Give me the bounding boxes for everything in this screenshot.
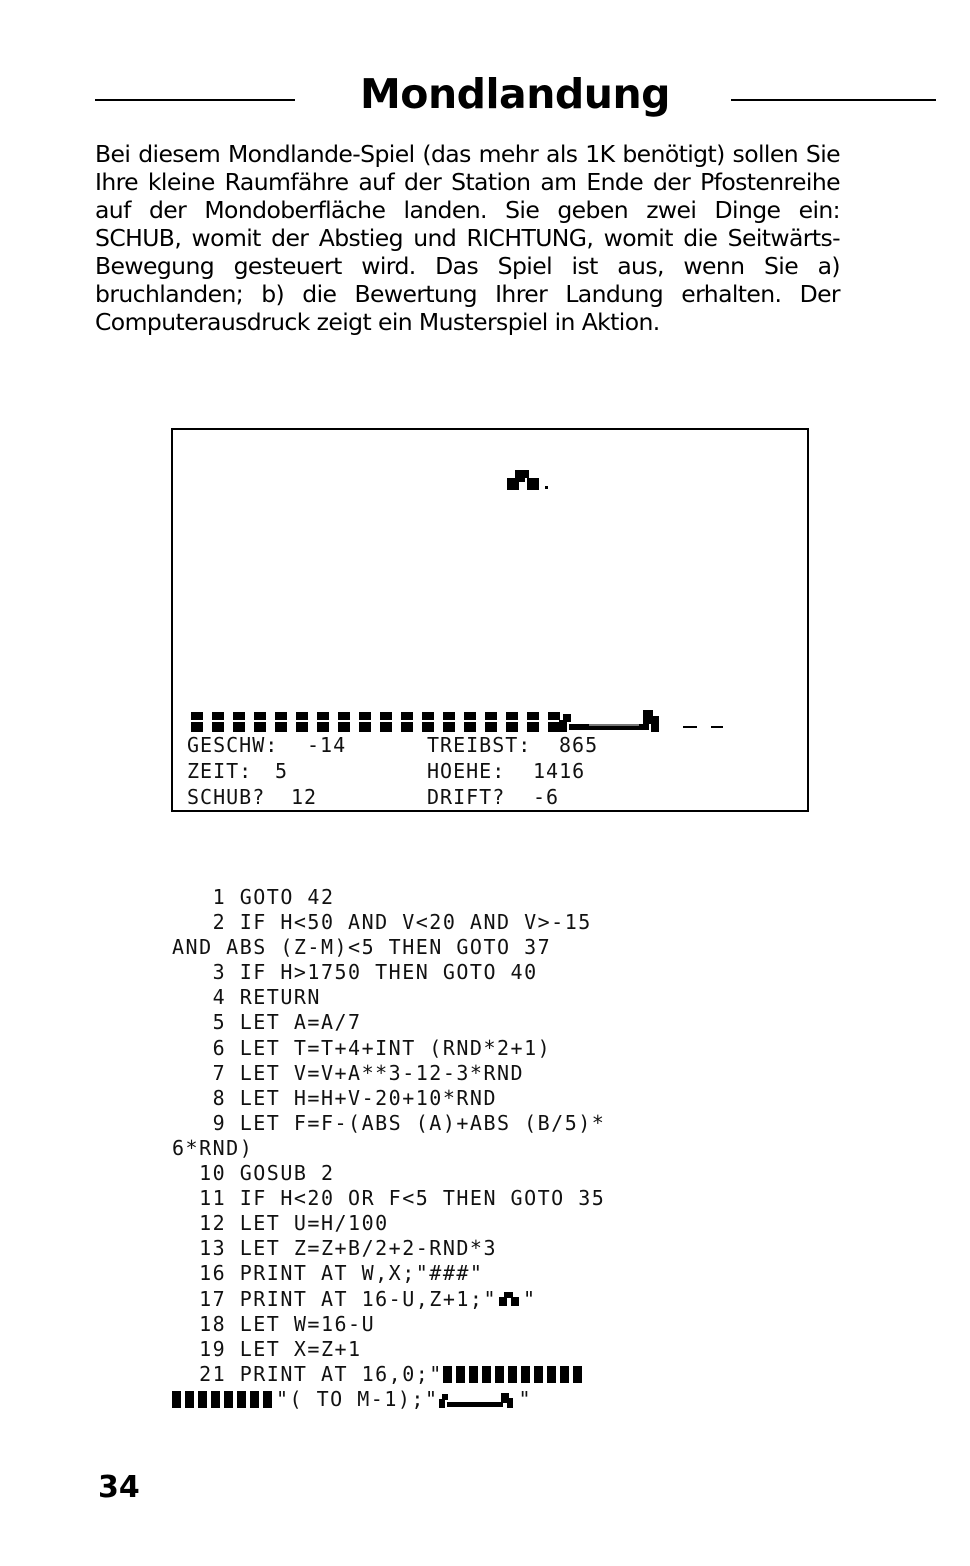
listing-line: 19 LET X=Z+1 xyxy=(172,1336,362,1361)
listing-line: 2 IF H<50 AND V<20 AND V>-15 xyxy=(172,910,592,935)
listing-line-21-cont xyxy=(172,1387,692,1412)
schub-label: SCHUB? xyxy=(187,785,266,809)
listing-line: 1 GOTO 42 xyxy=(172,885,335,909)
listing-line: 18 LET W=16-U xyxy=(172,1311,376,1336)
listing-line-17-end: " xyxy=(522,1286,537,1311)
listing-line-21-end: " xyxy=(518,1386,533,1411)
post-glyph-icon xyxy=(573,1366,582,1383)
listing-line-21-cont-text: "( TO M-1);" xyxy=(276,1386,439,1411)
listing-line: 13 LET Z=Z+B/2+2-RND*3 xyxy=(172,1236,497,1261)
post-icon xyxy=(401,712,413,732)
hoehe-label: HOEHE: xyxy=(427,759,506,783)
station-glyph-icon xyxy=(439,1391,519,1409)
listing-line: 6*RND) xyxy=(172,1135,254,1160)
listing-line: 10 GOSUB 2 xyxy=(172,1161,335,1186)
post-glyph-icon xyxy=(482,1366,491,1383)
title-rule-right xyxy=(731,99,936,101)
page-number: 34 xyxy=(98,1470,140,1505)
post-glyph-icon xyxy=(263,1391,272,1408)
listing-line-21 xyxy=(172,1362,692,1387)
landing-station-icon xyxy=(559,706,679,734)
post-icon xyxy=(233,712,245,732)
post-glyph-icon xyxy=(198,1391,207,1408)
post-glyph-icon xyxy=(560,1366,569,1383)
post-glyph-icon xyxy=(172,1391,181,1408)
post-icon xyxy=(275,712,287,732)
post-glyph-icon xyxy=(443,1366,452,1383)
drift-value: -6 xyxy=(533,785,560,809)
post-glyph-icon xyxy=(224,1391,233,1408)
post-icon xyxy=(212,712,224,732)
post-icon xyxy=(296,712,308,732)
post-glyph-icon xyxy=(250,1391,259,1408)
listing-line-17 xyxy=(172,1287,692,1312)
listing-line-21-text: 21 PRINT AT 16,0;" xyxy=(172,1361,443,1386)
post-icon xyxy=(359,712,371,732)
post-glyph-icon xyxy=(521,1366,530,1383)
geschw-value: -14 xyxy=(307,733,347,757)
listing-line: 7 LET V=V+A**3-12-3*RND xyxy=(172,1060,525,1085)
intro-paragraph: Bei diesem Mondlande-Spiel (das mehr als 1K benötigt) sollen Sie Ihre kleine Raumfähre auf der Station am Ende der Pfostenreihe auf der Mondoberfläche landen. Sie geben zwei Dinge ein: SCHUB, womit der Abstieg und RICHTUNG, womit die Seitwärts-Bewegung gesteuert wird. Das Spiel ist aus, wenn Sie a) bruchlanden; b) die Bewertung Ihrer Landung erhalten. Der Computerausdruck zeigt ein Musterspiel in Aktion. xyxy=(95,140,840,336)
listing-line-17-text: 17 PRINT AT 16-U,Z+1;" xyxy=(172,1286,497,1311)
post-icon xyxy=(317,712,329,732)
post-glyph-icon xyxy=(534,1366,543,1383)
post-glyph-icon xyxy=(469,1366,478,1383)
hoehe-value: 1416 xyxy=(533,759,586,783)
title-rule-left xyxy=(95,99,295,101)
listing-line: AND ABS (Z-M)<5 THEN GOTO 37 xyxy=(172,935,552,960)
listing-line: 5 LET A=A/7 xyxy=(172,1010,362,1035)
title-row xyxy=(95,68,840,120)
lander-icon xyxy=(503,468,553,494)
horizon-dash xyxy=(711,726,723,728)
listing-line: 4 RETURN xyxy=(172,985,321,1010)
post-icon xyxy=(527,712,539,732)
post-glyph-icon xyxy=(508,1366,517,1383)
post-glyph-icon xyxy=(456,1366,465,1383)
post-glyph-icon xyxy=(495,1366,504,1383)
post-icon xyxy=(422,712,434,732)
listing-line: 6 LET T=T+4+INT (RND*2+1) xyxy=(172,1035,552,1060)
post-glyph-icon xyxy=(547,1366,556,1383)
post-row xyxy=(191,708,571,732)
post-icon xyxy=(464,712,476,732)
geschw-label: GESCHW: xyxy=(187,733,279,757)
post-icon xyxy=(485,712,497,732)
treibst-value: 865 xyxy=(559,733,599,757)
horizon-dash xyxy=(683,726,697,728)
treibst-label: TREIBST: xyxy=(427,733,532,757)
post-glyph-icon xyxy=(237,1391,246,1408)
post-icon xyxy=(506,712,518,732)
post-icon xyxy=(191,712,203,732)
zeit-label: ZEIT: xyxy=(187,759,253,783)
listing-line: 3 IF H>1750 THEN GOTO 40 xyxy=(172,960,538,985)
post-icon xyxy=(443,712,455,732)
post-icon xyxy=(338,712,350,732)
post-glyph-icon xyxy=(211,1391,220,1408)
listing-line: 9 LET F=F-(ABS (A)+ABS (B/5)* xyxy=(172,1110,606,1135)
listing-line: 12 LET U=H/100 xyxy=(172,1211,389,1236)
lander-glyph-icon xyxy=(497,1291,523,1309)
post-icon xyxy=(380,712,392,732)
program-listing xyxy=(172,885,692,1412)
schub-value: 12 xyxy=(291,785,318,809)
page-title: Mondlandung xyxy=(360,70,670,118)
listing-line: 16 PRINT AT W,X;"###" xyxy=(172,1261,484,1286)
game-screen xyxy=(171,428,809,812)
post-icon xyxy=(254,712,266,732)
drift-label: DRIFT? xyxy=(427,785,506,809)
listing-line: 8 LET H=H+V-20+10*RND xyxy=(172,1085,497,1110)
zeit-value: 5 xyxy=(275,759,289,783)
listing-line: 11 IF H<20 OR F<5 THEN GOTO 35 xyxy=(172,1186,606,1211)
post-glyph-icon xyxy=(185,1391,194,1408)
